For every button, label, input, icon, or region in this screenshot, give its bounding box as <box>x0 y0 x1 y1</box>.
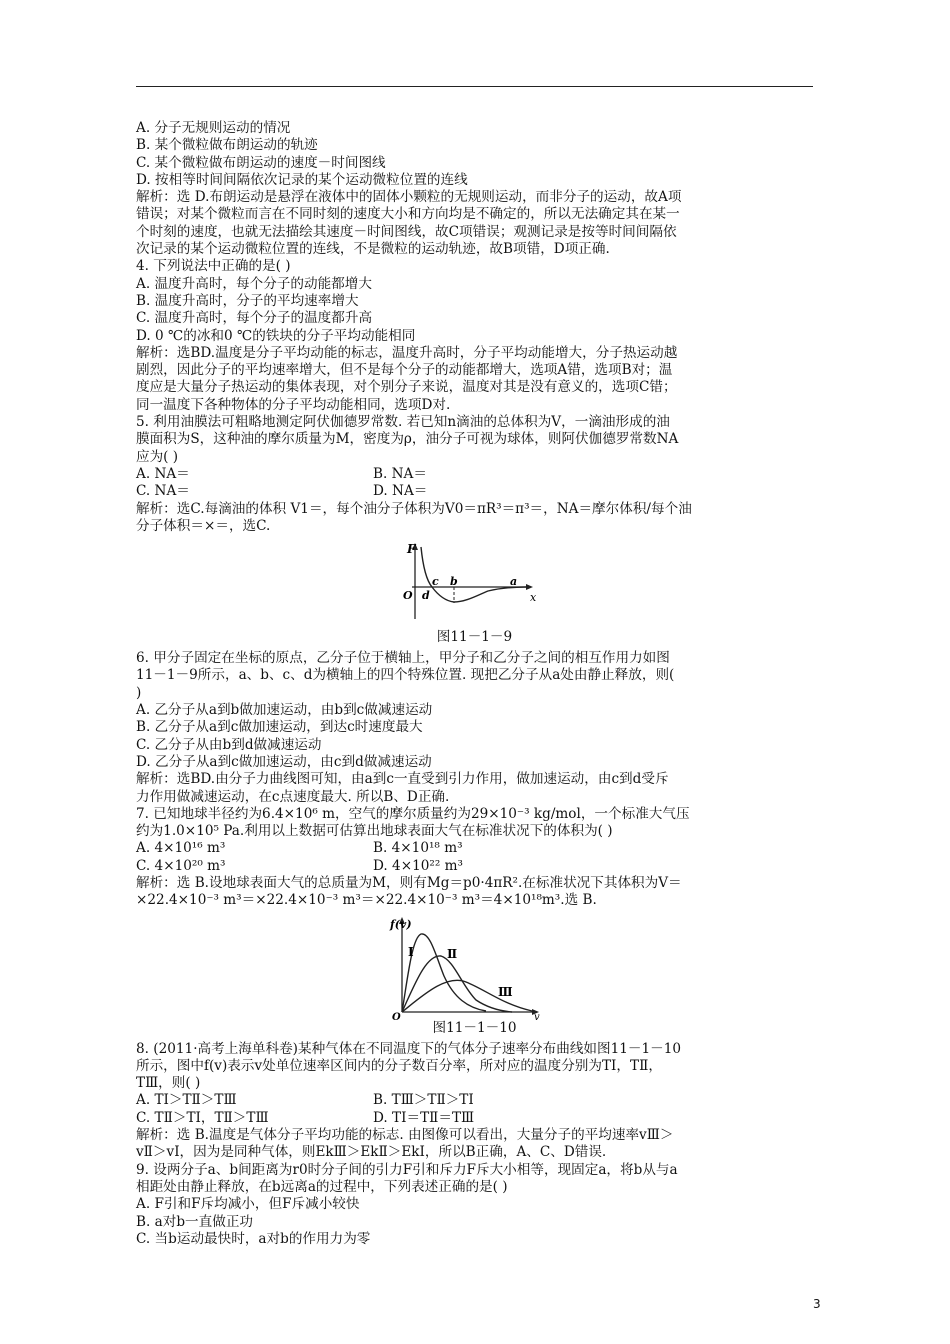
option: D. TⅠ＝TⅡ＝TⅢ <box>373 1109 475 1126</box>
text-line: B. 温度升高时，分子的平均速率增大 <box>136 292 359 309</box>
option: D. 4×10²² m³ <box>373 857 463 874</box>
text-line: 应为( ) <box>136 448 179 465</box>
option: B. 4×10¹⁸ m³ <box>373 840 463 857</box>
text-line: C. 乙分子从由b到d做减速运动 <box>136 736 322 753</box>
origin-label: O <box>403 589 413 603</box>
figure-caption: 图11－1－10 <box>432 1019 517 1036</box>
option-row <box>136 840 813 857</box>
figure-force-curve <box>136 541 813 646</box>
question-8: 8. (2011·高考上海单科卷)某种气体在不同温度下的气体分子速率分布曲线如图11－1－10 <box>136 1040 682 1057</box>
text-line: 解析：选 D.布朗运动是悬浮在液体中的固体小颗粒的无规则运动，而非分子的运动，故A项 <box>136 189 682 206</box>
text-line: 次记录的某个运动微粒位置的连线，不是微粒的运动轨迹，故B项错，D项正确. <box>136 241 610 258</box>
text-line: ) <box>136 684 142 701</box>
option: A. TⅠ＞TⅡ＞TⅢ <box>136 1092 237 1109</box>
text-line: 解析：选 B.设地球表面大气的总质量为M，则有Mg＝p0·4πR².在标准状况下其体积为V＝ <box>136 874 682 891</box>
text-line: vⅡ＞vⅠ，因为是同种气体，则EkⅢ＞EkⅡ＞EkⅠ，所以B正确，A、C、D错误. <box>136 1144 607 1161</box>
text-line: D. 按相等时间间隔依次记录的某个运动微粒位置的连线 <box>136 171 468 188</box>
text-line: 个时刻的速度，也就无法描绘其速度－时间图线，故C项错误；观测记录是按等时间间隔依 <box>136 223 677 240</box>
text-line: 解析：选BD.温度是分子平均动能的标志，温度升高时，分子平均动能增大，分子热运动越 <box>136 344 678 361</box>
figure-caption: 图11－1－9 <box>436 629 513 646</box>
option-row <box>136 466 813 483</box>
option: B. TⅢ＞TⅡ＞TⅠ <box>373 1092 474 1109</box>
text-line: B. a对b一直做正功 <box>136 1213 254 1230</box>
text-line: 解析：选 B.温度是气体分子平均功能的标志. 由图像可以看出，大量分子的平均速率vⅢ＞ <box>136 1127 674 1144</box>
option: D. NA＝ <box>373 483 428 500</box>
option: C. TⅡ＞TⅠ，TⅡ＞TⅢ <box>136 1109 269 1126</box>
curve-label: Ⅲ <box>498 984 513 999</box>
option: A. 4×10¹⁶ m³ <box>136 840 226 857</box>
text-line: B. 乙分子从a到c做加速运动，到达c时速度最大 <box>136 719 423 736</box>
x-axis-label: x <box>530 591 537 605</box>
text-line: TⅢ，则( ) <box>136 1075 201 1092</box>
text-line: 11－1－9所示，a、b、c、d为横轴上的四个特殊位置. 现把乙分子从a处由静止释放，则( <box>136 667 675 684</box>
option: C. NA＝ <box>136 483 190 500</box>
text-line: A. F引和F斥均减小，但F斥减小较快 <box>136 1196 360 1213</box>
curve-label: Ⅰ <box>408 944 414 959</box>
page-content <box>136 120 813 1248</box>
point-d-label: d <box>422 589 430 603</box>
text-line: 相距处由静止释放，在b远离a的过程中，下列表述正确的是( ) <box>136 1178 508 1195</box>
text-line: 膜面积为S，这种油的摩尔质量为M，密度为ρ，油分子可视为球体，则阿伏伽德罗常数NA <box>136 431 679 448</box>
origin-label: O <box>392 1011 401 1020</box>
option: C. 4×10²⁰ m³ <box>136 857 226 874</box>
text-line: 力作用做减速运动，在c点速度最大. 所以B、D正确. <box>136 788 450 805</box>
figure-speed-distribution <box>136 916 813 1037</box>
text-line: 分子体积＝×＝，选C. <box>136 517 271 534</box>
question-7: 7. 已知地球半径约为6.4×10⁶ m，空气的摩尔质量约为29×10⁻³ kg/mol，一个标准大气压 <box>136 805 690 822</box>
header-rule <box>136 86 813 87</box>
text-line: C. 某个微粒做布朗运动的速度－时间图线 <box>136 154 386 171</box>
text-line: B. 某个微粒做布朗运动的轨迹 <box>136 137 318 154</box>
option-row <box>136 1092 813 1109</box>
text-line: 剧烈，因此分子的平均速率增大，但不是每个分子的动能都增大，选项A错，选项B对；温 <box>136 362 673 379</box>
question-4: 4. 下列说法中正确的是( ) <box>136 258 291 275</box>
point-a-label: a <box>510 575 518 589</box>
x-axis-label: v <box>534 1011 540 1020</box>
curve-label: Ⅱ <box>447 946 458 961</box>
y-axis-label: F <box>407 542 416 557</box>
text-line: D. 乙分子从a到c做加速运动，由c到d做减速运动 <box>136 753 432 770</box>
text-line: ×22.4×10⁻³ m³＝×22.4×10⁻³ m³＝×22.4×10⁻³ m³＝4×10¹⁸m³.选 B. <box>136 892 597 909</box>
question-5: 5. 利用油膜法可粗略地测定阿伏伽德罗常数. 若已知n滴油的总体积为V，一滴油形成的油 <box>136 414 670 431</box>
block-c <box>136 650 813 840</box>
question-6: 6. 甲分子固定在坐标的原点，乙分子位于横轴上，甲分子和乙分子之间的相互作用力如图 <box>136 650 670 667</box>
text-line: 约为1.0×10⁵ Pa.利用以上数据可估算出地球表面大气在标准状况下的体积为( ) <box>136 823 613 840</box>
option-row <box>136 483 813 500</box>
y-axis-label: f(v) <box>390 917 412 931</box>
text-line: A. 温度升高时，每个分子的动能都增大 <box>136 275 372 292</box>
block-f <box>136 1127 813 1248</box>
block-e <box>136 1041 813 1093</box>
option-row <box>136 1110 813 1127</box>
text-line: C. 当b运动最快时，a对b的作用力为零 <box>136 1230 371 1247</box>
text-line: 解析：选BD.由分子力曲线图可知，由a到c一直受到引力作用，做加速运动，由c到d受斥 <box>136 771 669 788</box>
option: B. NA＝ <box>373 465 427 482</box>
question-9: 9. 设两分子a、b间距离为r0时分子间的引力F引和斥力F斥大小相等，现固定a，将b从与a <box>136 1161 678 1178</box>
text-line: 同一温度下各种物体的分子平均动能相同，选项D对. <box>136 396 451 413</box>
point-b-label: b <box>450 575 458 589</box>
page-number: 3 <box>813 1297 821 1311</box>
block-a <box>136 120 813 466</box>
text-line: D. 0 ℃的冰和0 ℃的铁块的分子平均动能相同 <box>136 327 416 344</box>
text-line: 解析：选C.每滴油的体积 V1＝，每个油分子体积为V0＝πR³＝π³＝，NA＝摩尔体积/每个油 <box>136 500 692 517</box>
speed-distribution-diagram <box>136 916 813 1020</box>
force-curve-diagram <box>136 541 813 629</box>
text-line: A. 乙分子从a到b做加速运动，由b到c做减速运动 <box>136 702 433 719</box>
point-c-label: c <box>432 575 439 589</box>
text-line: C. 温度升高时，每个分子的温度都升高 <box>136 310 373 327</box>
text-line: 错误；对某个微粒而言在不同时刻的速度大小和方向均是不确定的，所以无法确定其在某一 <box>136 206 680 223</box>
text-line: A. 分子无规则运动的情况 <box>136 120 291 136</box>
option-row <box>136 858 813 875</box>
text-line: 度应是大量分子热运动的集体表现，对个别分子来说，温度对其是没有意义的，选项C错； <box>136 379 677 396</box>
option: A. NA＝ <box>136 465 190 482</box>
text-line: 所示，图中f(v)表示v处单位速率区间内的分子数百分率，所对应的温度分别为TⅠ，TⅡ， <box>136 1057 662 1074</box>
